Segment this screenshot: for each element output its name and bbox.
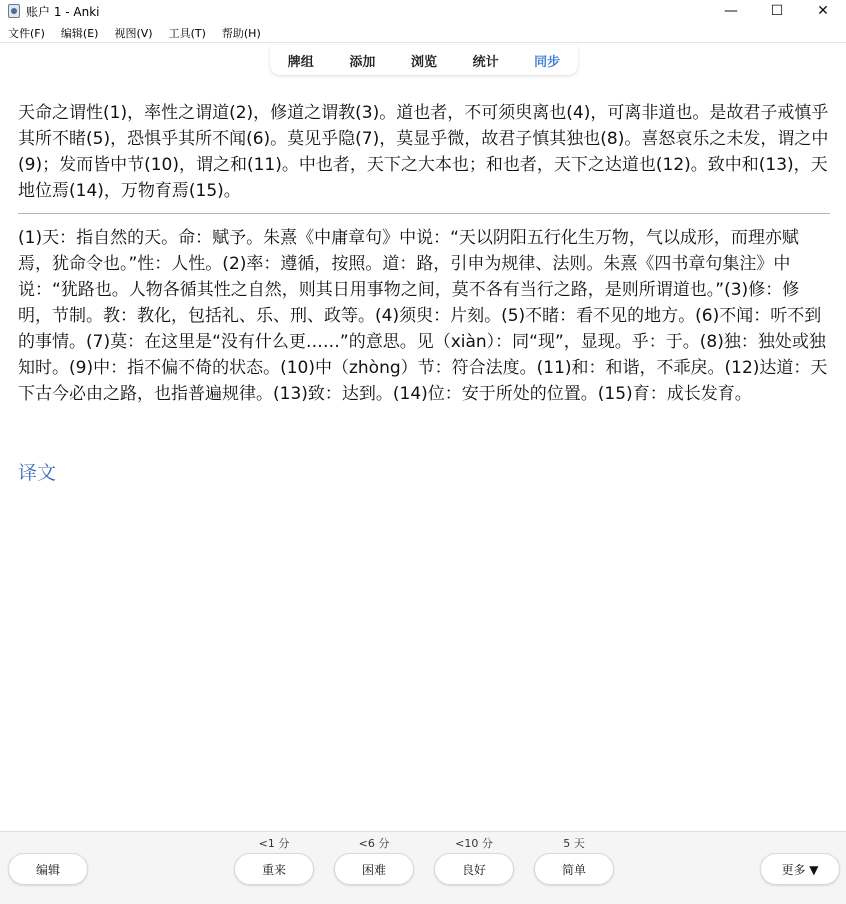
toolbar-sync[interactable]: 同步 [534, 54, 561, 70]
anki-app-icon [8, 4, 20, 18]
good-button[interactable]: 良好 [434, 853, 514, 885]
menu-file[interactable]: 文件(F) [8, 27, 45, 40]
interval-again: <1 分 [258, 837, 290, 850]
again-button[interactable]: 重来 [234, 853, 314, 885]
toolbar-stats[interactable]: 统计 [472, 54, 499, 70]
toolbar-browse[interactable]: 浏览 [410, 54, 437, 70]
card-front-text: 天命之谓性(1)，率性之谓道(2)，修道之谓教(3)。道也者，不可须臾离也(4)，可离非道也。是故君子戒慎乎其所不睹(5)，恐惧乎其所不闻(6)。莫见乎隐(7)，莫显乎微，故君子慎其独也(8)。喜怒哀乐之未发，谓之中(9)；发而皆中节(10)，谓之和(11)。中也者，天下之大本也；和也者，天下之达道也(12)。致中和(13)，天地位焉(14)，万物育焉(15)。 [18, 103, 829, 201]
card-notes-text: (1)天：指自然的天。命：赋予。朱熹《中庸章句》中说：“天以阴阳五行化生万物，气以成形，而理亦赋焉，犹命令也。”性：人性。(2)率：遵循，按照。道：路，引申为规律、法则。朱熹《四书章句集注》中说：“犹路也。人物各循其性之自然，则其日用事物之间，莫不各有当行之路，是则所谓道也。”(3)修：修明，节制。教：教化，包括礼、乐、刑、政等。(4)须臾：片刻。(5)不睹：看不见的地方。(6)不闻：听不到的事情。(7)莫：在这里是“没有什么更……”的意思。见（xiàn）：同“现”，显现。乎：于。(8)独：独处或独知时。(9)中：指不偏不倚的状态。(10)中（zhòng）节：符合法度。(11)和：和谐，不乖戾。(12)达道：天下古今必由之路，也指普遍规律。(13)致：达到。(14)位：安于所处的位置。(15)育：成长发育。 [18, 228, 828, 404]
menu-view[interactable]: 视图(V) [114, 27, 153, 40]
hard-button[interactable]: 困难 [334, 853, 414, 885]
answer-divider [18, 213, 830, 214]
edit-button[interactable]: 编辑 [8, 853, 88, 885]
more-button[interactable]: 更多 ▼ [760, 853, 840, 885]
easy-button[interactable]: 简单 [534, 853, 614, 885]
translation-link[interactable]: 译文 [18, 462, 57, 484]
toolbar-decks[interactable]: 牌组 [287, 54, 314, 70]
toolbar-add[interactable]: 添加 [349, 54, 376, 70]
minimize-button[interactable]: — [724, 3, 738, 19]
answer-bar [0, 831, 846, 904]
card-content [18, 100, 830, 407]
menu-bar [0, 24, 846, 42]
main-toolbar [270, 45, 578, 75]
toolbar-area [0, 43, 846, 75]
menu-help[interactable]: 帮助(H) [221, 27, 261, 40]
interval-good: <10 分 [455, 837, 493, 850]
menu-edit[interactable]: 编辑(E) [60, 27, 99, 40]
window-controls [708, 0, 846, 22]
maximize-button[interactable]: ☐ [770, 3, 784, 19]
close-button[interactable]: ✕ [817, 3, 829, 19]
title-bar [0, 0, 846, 22]
window-title: 账户 1 - Anki [26, 4, 100, 19]
interval-hard: <6 分 [358, 837, 390, 850]
interval-easy: 5 天 [563, 837, 585, 850]
menu-tools[interactable]: 工具(T) [168, 27, 206, 40]
